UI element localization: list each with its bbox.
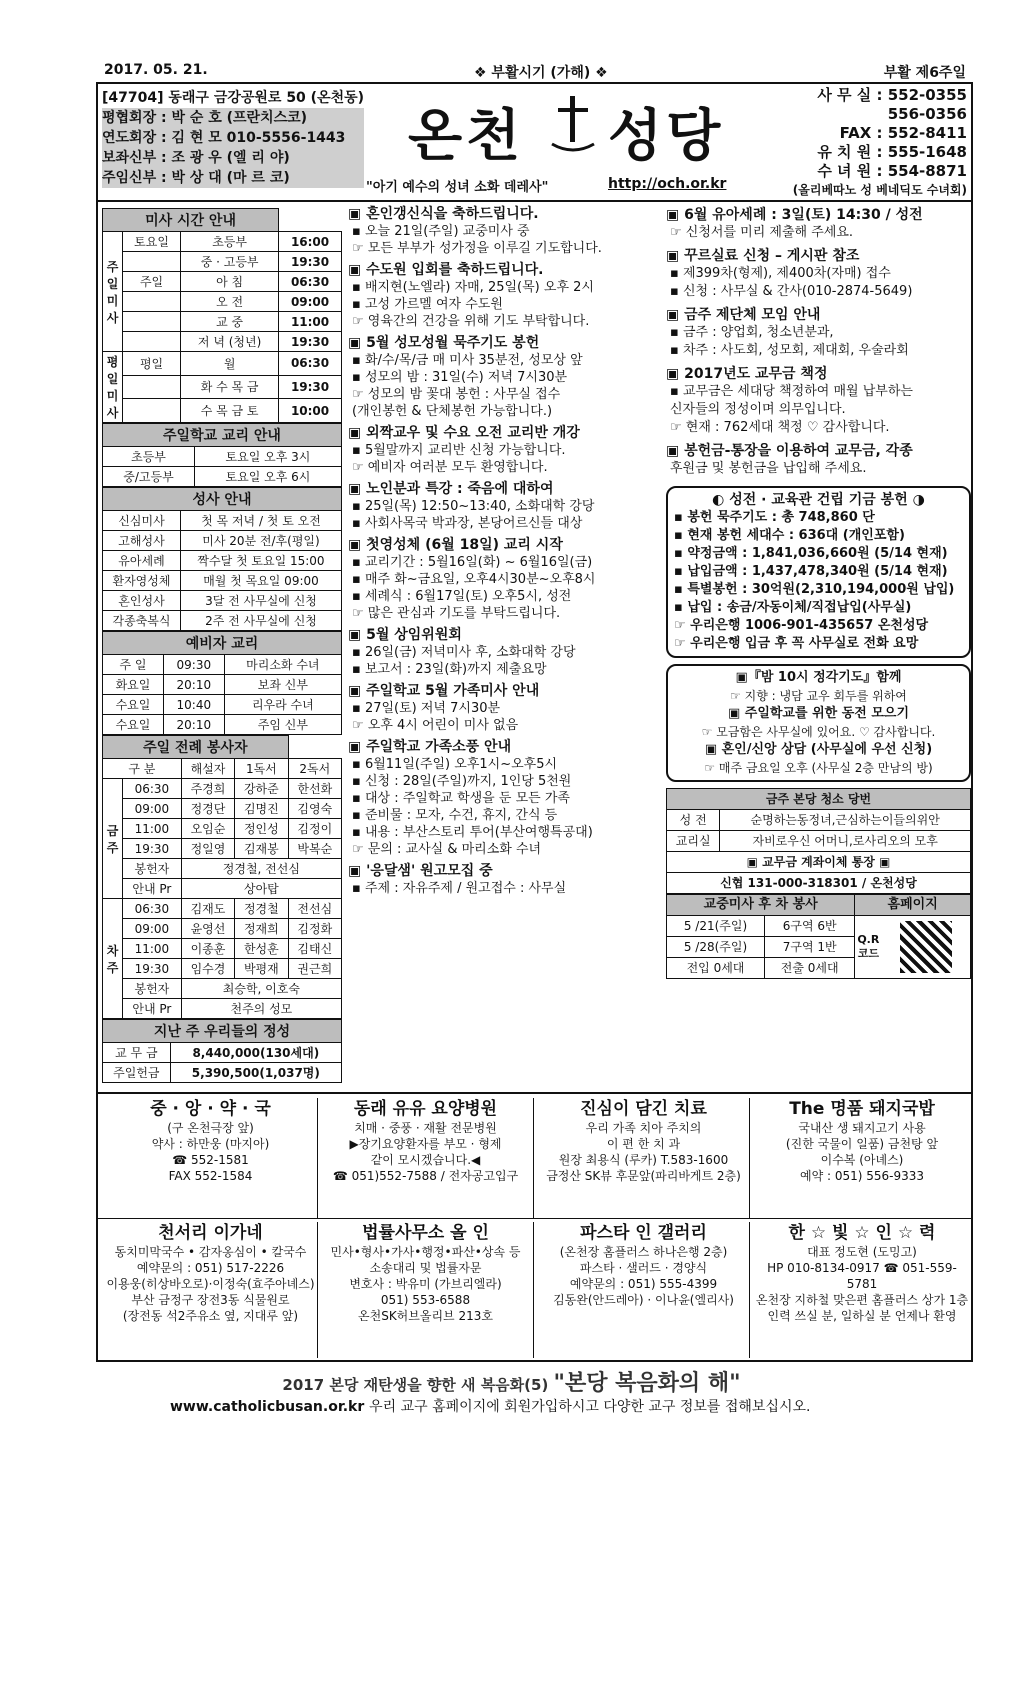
staff-2: 연도회장 : 김 현 모 010-5556-1443 [102,128,364,148]
ad-line: 대표 정도현 (도밍고) [807,1245,917,1259]
table-cell: 안내 Pr [123,879,182,899]
office-phone-2: 556-0356 [887,105,967,123]
table-cell: 김정화 [288,919,341,939]
mass-time: 06:30 [279,272,342,292]
table-cell: 정인성 [235,819,288,839]
mass-day [123,252,181,272]
cleaning-title: 금주 본당 청소 당번 [667,789,971,810]
staff-4: 주임신부 : 박 상 대 (마 르 코) [102,168,364,188]
notice-item: ▪ 26일(금) 저녁미사 후, 소화대학 강당 [352,645,576,660]
table-cell: 미사 20분 전/후(평일) [180,531,341,551]
mass-time: 19:30 [279,332,342,352]
table-cell: 첫 목 저녁 / 첫 토 오전 [180,511,341,531]
notice-item: ▪ 차주 : 사도회, 성모회, 제대회, 우술라회 [670,343,909,358]
diocese-desc: 우리 교구 홈페이지에 회원가입하시고 다양한 교구 정보를 접해보십시오. [369,1399,811,1415]
notice-item: (개인봉헌 & 단체봉헌 가능합니다.) [352,404,553,419]
table-cell: 고해성사 [103,531,181,551]
notice-item: ▪ 신청 : 28일(주일)까지, 1인당 5천원 [352,774,572,789]
notice-heading: ▣ 노인분과 특강 : 죽음에 대하여 [348,481,554,497]
ad-line: 051) 553-6588 [380,1293,471,1307]
table-cell: 06:30 [123,779,182,799]
table-cell: 11:00 [123,939,182,959]
table-cell: 정경철 [235,899,288,919]
prayer-box [666,664,971,782]
ad-line: 동치미막국수 • 감자옹심이 • 칼국수 [114,1245,307,1259]
fund-item: ☞ 우리은행 입금 후 꼭 사무실로 전화 요망 [674,636,919,651]
ad-box [754,1222,970,1358]
ad-box [104,1222,318,1358]
notice-item: ▪ 교리기간 : 5월16일(화) ~ 6월16일(금) [352,555,593,570]
table-cell: 토요일 오후 3시 [194,447,341,467]
banner-slogan: "본당 복음화의 해" [553,1371,741,1396]
table-cell: 5,390,500(1,037명) [170,1063,341,1083]
code-label: 코드 [857,947,879,960]
ad-line: (온천장 홈플러스 하나은행 2층) [559,1245,728,1259]
mass-title: 미사 시간 안내 [103,209,279,232]
fund-item: ▪ 약정금액 : 1,841,036,660원 (5/14 현재) [674,546,948,561]
mass-schedule-table [102,208,342,423]
convent-phone: 수 녀 원 : 554-8871 [817,162,967,180]
advertisements [98,1092,971,1360]
table-cell: 화요일 [103,675,164,695]
ad-box [318,1098,534,1218]
ad-line: 온천장 지하철 맞은편 홈플러스 상가 1층 [755,1293,969,1307]
fund-item: ▪ 봉헌 묵주기도 : 총 748,860 단 [674,510,875,525]
ad-line: (진한 국물이 일품) 금천탕 앞 [785,1137,939,1151]
table-cell: 한선화 [288,779,341,799]
notice-item: ☞ 모든 부부가 성가정을 이루길 기도합니다. [352,241,602,256]
servers-table [102,735,342,1019]
ad-box [104,1098,318,1218]
ad-line: 예약문의 : 051) 555-4399 [569,1277,718,1291]
staff-3: 보좌신부 : 조 광 우 (엘 리 야) [102,148,364,168]
offering-title: 지난 주 우리들의 정성 [103,1020,342,1043]
table-cell: 유아세례 [103,551,181,571]
ad-line: FAX 552-1584 [168,1169,253,1183]
table-cell: 주일헌금 [103,1063,171,1083]
notice-item: 후원금 및 봉헌금을 납입해 주세요. [670,461,867,476]
notice-item: ▪ 27일(토) 저녁 7시30분 [352,701,501,716]
ad-line: 부산 금정구 장전3동 식물원로 [131,1293,290,1307]
table-cell: 09:00 [123,799,182,819]
notice-heading: ▣ 봉헌금-통장을 이용하여 교무금, 각종 [666,443,913,459]
offering-table [102,1019,342,1083]
ad-line: ▶장기요양환자를 부모 · 형제 [349,1137,502,1151]
table-cell: 8,440,000(130세대) [170,1043,341,1063]
parish-url-link[interactable]: http://och.or.kr [608,176,727,192]
ad-name: 법률사무소 올 인 [362,1223,489,1243]
ad-line: 이 편 한 치 과 [606,1137,681,1151]
ad-line: 우리 가족 치아 주치의 [585,1121,702,1135]
prayer-line: ☞ 모금함은 사무실에 있어요. ♡ 감사합니다. [701,725,936,739]
notice-item: ▪ 5월말까지 교리반 신청 가능합니다. [352,443,566,458]
notice-item: ▪ 25일(목) 12:50~13:40, 소화대학 강당 [352,499,595,514]
notice-item: ▪ 고성 가르멜 여자 수도원 [352,297,503,312]
table-cell: 봉헌자 [123,979,182,999]
convent-order: (올리베따노 성 베네딕도 수녀회) [792,183,967,197]
table-cell: 수요일 [103,695,164,715]
notice-item: ▪ 보고서 : 23일(화)까지 제출요망 [352,662,547,677]
ad-line: 온천SK허브올리브 213호 [358,1309,493,1323]
table-header: 구 분 [103,759,182,779]
fund-item: ▪ 특별봉헌 : 30억원(2,310,194,000원 납입) [674,582,955,597]
ad-line: 금정산 SK뷰 후문앞(파리바게트 2층) [546,1169,741,1183]
notice-item: ☞ 많은 관심과 기도를 부탁드립니다. [352,606,561,621]
sunday-mass-label: 주일미사 [103,232,123,352]
prayer-line: ☞ 매주 금요일 오후 (사무실 2층 만남의 방) [704,761,933,775]
table-cell: 주임 신부 [224,715,341,735]
notice-item: ▪ 성모의 밤 : 31일(수) 저녁 7시30분 [352,370,568,385]
mass-day [123,399,181,423]
mass-time: 06:30 [279,352,342,376]
table-cell: 주경희 [181,779,234,799]
office-fax: FAX : 552-8411 [839,124,967,142]
next-week-label: 차주 [103,899,123,1019]
catechumen-title: 예비자 교리 [103,632,342,655]
table-cell: 수요일 [103,715,164,735]
notice-item: ☞ 신청서를 미리 제출해 주세요. [670,225,854,240]
mass-kind: 화 수 목 금 [181,375,279,399]
table-cell: 천주의 성모 [181,999,341,1019]
table-cell: 5 /21(주일) [667,916,765,937]
school-table [102,423,342,487]
table-cell: 순명하는동정녀,근심하는이들의위안 [720,810,971,831]
table-cell: 김정이 [288,819,341,839]
table-cell: 환자영성체 [103,571,181,591]
notice-heading: ▣ 5월 성모성월 묵주기도 봉헌 [348,335,540,351]
tea-service-table [666,894,971,979]
table-cell: 주 일 [103,655,164,675]
mass-kind: 중 · 고등부 [181,252,279,272]
table-cell: 중/고등부 [103,467,195,487]
notice-item: ▪ 신청 : 사무실 & 간사(010-2874-5649) [670,284,913,299]
mass-day [123,292,181,312]
notice-heading: ▣ 수도원 입회를 축하드립니다. [348,262,544,278]
notice-item: ▪ 교무금은 세대당 책정하여 매월 납부하는 [670,384,913,399]
notice-item: ▪ 사회사목국 박과장, 본당어르신들 대상 [352,516,583,531]
issue-date: 2017. 05. 21. [104,62,208,78]
notice-item: ▪ 오늘 21일(주일) 교중미사 중 [352,224,530,239]
table-cell: 마리소화 수녀 [224,655,341,675]
ad-name: 파스타 인 갤러리 [580,1223,707,1243]
qr-label: Q.R [857,933,880,946]
notice-item: ☞ 문의 : 교사실 & 마리소화 수녀 [352,842,542,857]
table-cell: 박평재 [235,959,288,979]
mass-time: 11:00 [279,312,342,332]
notice-heading: ▣ 외짝교우 및 수요 오전 교리반 개강 [348,425,580,441]
table-cell: 06:30 [123,899,182,919]
mass-day [123,375,181,399]
table-cell: 교리실 [667,831,720,852]
notice-item: ▪ 6월11일(주일) 오후1시~오후5시 [352,757,558,772]
table-cell: 정경철, 전선심 [181,859,341,879]
table-cell: 교 무 금 [103,1043,171,1063]
prayer-line: ▣ 혼인/신앙 상담 (사무실에 우선 신청) [704,742,933,757]
table-cell: 한성훈 [235,939,288,959]
table-cell: 매월 첫 목요일 09:00 [180,571,341,591]
ad-line: 이용웅(히상바오로)·이정숙(효주아녜스) [106,1277,315,1291]
evangelization-banner [0,1366,1023,1397]
school-title: 주일학교 교리 안내 [103,424,342,447]
ad-name: 진심이 담긴 치료 [580,1099,707,1119]
ad-line: 파스타 · 샐러드 · 경양식 [579,1261,708,1275]
table-cell: 09:30 [163,655,224,675]
mass-kind: 교 중 [181,312,279,332]
tea-title: 교중미사 후 차 봉사 [667,895,855,916]
table-cell: 신심미사 [103,511,181,531]
ad-line: ☎ 552-1581 [172,1153,249,1167]
building-fund-box [666,486,971,658]
liturgical-week: 부활 제6주일 [883,65,966,81]
sacrament-title: 성사 안내 [103,488,342,511]
mass-kind: 아 침 [181,272,279,292]
table-header: 2독서 [288,759,341,779]
mass-kind: 월 [181,352,279,376]
ad-line: 김동완(안드레아) · 이나윤(엘리사) [553,1293,734,1307]
table-header: 해설자 [181,759,234,779]
notice-item: ▪ 세례식 : 6월17일(토) 오후5시, 성전 [352,589,572,604]
notice-item: ☞ 오후 4시 어린이 미사 없음 [352,718,519,733]
patron-saint: "아기 예수의 성녀 소화 데레사" [366,180,549,195]
parish-logo [408,92,768,170]
table-cell: 각종축복식 [103,611,181,631]
ad-line: 치매 · 중풍 · 재활 전문병원 [354,1121,497,1135]
ad-line: 약사 : 하만웅 (마지아) [151,1137,270,1151]
notice-heading: ▣ 꾸르실료 신청 – 게시판 참조 [666,248,860,264]
ad-line: 소송대리 및 법률자문 [369,1261,482,1275]
diocese-footer [170,1396,810,1416]
notice-item: ▪ 제399차(형제), 제400차(자매) 접수 [670,266,891,281]
table-cell: 20:10 [163,715,224,735]
ad-line: 예약문의 : 051) 517-2226 [136,1261,285,1275]
mass-time: 19:30 [279,375,342,399]
table-cell: 박복순 [288,839,341,859]
kindergarten-phone: 유 치 원 : 555-1648 [817,143,967,161]
banner-text: 2017 본당 재탄생을 향한 새 복음화(5) [282,1376,549,1394]
fund-item: ☞ 우리은행 1006-901-435657 온천성당 [674,618,929,633]
mass-time: 16:00 [279,232,342,252]
table-cell: 3달 전 사무실에 신청 [180,591,341,611]
homepage-label: 홈페이지 [855,895,971,916]
top-line [104,62,966,82]
parish-info [102,88,364,188]
notice-heading: ▣ '응달샘' 원고모집 중 [348,863,493,879]
mass-time: 09:00 [279,292,342,312]
sacrament-table [102,487,342,631]
ad-line: 국내산 생 돼지고기 사용 [798,1121,926,1135]
table-cell: 19:30 [123,959,182,979]
mass-day [123,312,181,332]
cross-icon [548,94,598,154]
office-phone-1: 사 무 실 : 552-0355 [817,86,967,104]
ad-line: (구 온천극장 앞) [167,1121,254,1135]
left-column [102,208,342,1083]
mass-kind: 오 전 [181,292,279,312]
prayer-line: ☞ 지향 : 냉담 교우 회두를 위하여 [730,689,907,703]
table-cell: 정일영 [181,839,234,859]
notice-heading: ▣ 5월 상임위원회 [348,627,462,643]
office-contacts [793,86,967,200]
ad-line: 원장 최용식 (루카) T.583-1600 [558,1153,729,1167]
logo-text-left: 온천 [408,104,525,169]
table-cell: 자비로우신 어머니,로사리오의 모후 [720,831,971,852]
table-cell: 초등부 [103,447,195,467]
ad-name: 한 ☆ 빛 ☆ 인 ☆ 력 [788,1223,936,1243]
ad-line: 인력 쓰실 분, 일하실 분 언제나 환영 [767,1309,957,1323]
table-cell: 봉헌자 [123,859,182,879]
table-cell: 짝수달 첫 토요일 15:00 [180,551,341,571]
table-cell: 성 전 [667,810,720,831]
table-cell: 정경단 [181,799,234,819]
notice-item: ☞ 성모의 밤 꽃대 봉헌 : 사무실 접수 [352,387,561,402]
masthead [98,84,971,202]
table-cell: 상아탑 [181,879,341,899]
notice-item: ▪ 준비물 : 모자, 수건, 휴지, 간식 등 [352,808,558,823]
notice-item: ▪ 화/수/목/금 매 미사 35분전, 성모상 앞 [352,353,583,368]
notice-heading: ▣ 첫영성체 (6월 18일) 교리 시작 [348,537,563,553]
mass-day: 주일 [123,272,181,292]
table-cell: 김재봉 [235,839,288,859]
right-notices [666,206,971,478]
table-cell: 정재희 [235,919,288,939]
notice-heading: ▣ 금주 제단체 모임 안내 [666,307,821,323]
ad-name: 천서리 이가네 [158,1223,263,1243]
table-cell: 6구역 6반 [764,916,854,937]
notice-item: ☞ 영육간의 건강을 위해 기도 부탁합니다. [352,314,590,329]
table-cell: 7구역 1반 [764,937,854,958]
weekday-mass-label: 평일미사 [103,352,123,423]
table-cell: 이종훈 [181,939,234,959]
table-cell: 윤영선 [181,919,234,939]
table-cell: 09:00 [123,919,182,939]
notice-item: ▪ 배지현(노엘라) 자매, 25일(목) 오후 2시 [352,280,594,295]
table-cell: 김영숙 [288,799,341,819]
right-column [666,206,971,979]
ad-line: 예약 : 051) 556-9333 [799,1169,925,1183]
notice-item: ▪ 내용 : 부산스토리 투어(부산여행특공대) [352,825,593,840]
notice-heading: ▣ 6월 유아세례 : 3일(토) 14:30 / 성전 [666,207,923,223]
table-cell: 전입 0세대 [667,958,765,979]
diocese-url-link[interactable]: www.catholicbusan.or.kr [170,1399,365,1415]
mass-kind: 초등부 [181,232,279,252]
bulletin-frame [96,82,973,1362]
ad-name: 동래 유유 요양병원 [353,1099,498,1119]
ad-name: 중 · 앙 · 약 · 국 [150,1099,271,1119]
table-cell: 오임순 [181,819,234,839]
table-cell: 강하준 [235,779,288,799]
table-cell: 김명진 [235,799,288,819]
notice-item: ▪ 주제 : 자유주제 / 원고접수 : 사무실 [352,881,567,896]
table-cell: 2주 전 사무실에 신청 [180,611,341,631]
table-cell: 5 /28(주일) [667,937,765,958]
table-cell: 최승학, 이호숙 [181,979,341,999]
ad-box [538,1222,750,1358]
catechumen-table [102,631,342,735]
mass-day: 토요일 [123,232,181,252]
notice-item: ▪ 대상 : 주일학교 학생을 둔 모든 가족 [352,791,570,806]
mass-kind: 저 녁 (청년) [181,332,279,352]
table-cell: 김태신 [288,939,341,959]
table-cell: 전선심 [288,899,341,919]
prayer-line: ▣『밤 10시 정각기도』함께 [735,670,902,685]
ad-line: 변호사 : 박유미 (가브리엘라) [349,1277,502,1291]
notice-item: ☞ 현재 : 762세대 책정 ♡ 감사합니다. [670,420,890,435]
mass-time: 19:30 [279,252,342,272]
fund-item: ▪ 납입금액 : 1,437,478,340원 (5/14 현재) [674,564,948,579]
ad-line: 이수복 (아녜스) [820,1153,904,1167]
ad-box [538,1098,750,1218]
notice-heading: ▣ 2017년도 교무금 책정 [666,366,828,382]
table-cell: 11:00 [123,819,182,839]
fund-title: ◐ 성전 · 교육관 건립 기금 봉헌 ◑ [712,492,925,508]
table-cell: 19:30 [123,839,182,859]
notice-item: ▪ 매주 화~금요일, 오후4시30분~오후8시 [352,572,596,587]
mass-day: 평일 [123,352,181,376]
table-cell: 20:10 [163,675,224,695]
ad-divider [98,1218,971,1219]
ad-box [754,1098,970,1218]
ad-name: The 명품 돼지국밥 [789,1099,935,1119]
table-cell: 안내 Pr [123,999,182,1019]
ad-line: (장전동 석2주유소 옆, 지대루 앞) [122,1309,299,1323]
fund-item: ▪ 현재 봉헌 세대수 : 636대 (개인포함) [674,528,905,543]
table-cell: 임수경 [181,959,234,979]
notice-heading: ▣ 주일학교 5월 가족미사 안내 [348,683,540,699]
mass-time: 10:00 [279,399,342,423]
middle-column [348,206,660,897]
table-cell: 혼인성사 [103,591,181,611]
logo-text-right: 성당 [608,104,725,169]
ad-line: ☎ 051)552-7588 / 전자공고입구 [332,1169,519,1183]
table-header: 1독서 [235,759,288,779]
notice-heading: ▣ 혼인갱신식을 축하드립니다. [348,206,539,222]
notice-heading: ▣ 주일학교 가족소풍 안내 [348,739,512,755]
table-cell: 리우라 수녀 [224,695,341,715]
this-week-label: 금주 [103,779,123,899]
notice-item: ☞ 예비자 여러분 모두 환영합니다. [352,460,548,475]
table-cell: 김재도 [181,899,234,919]
notice-item: ▪ 금주 : 양업회, 청소년분과, [670,325,834,340]
qr-code-icon[interactable] [900,921,952,973]
ad-line: 같이 모시겠습니다.◀ [370,1153,481,1167]
parish-address: [47704] 동래구 금강공원로 50 (온천동) [102,90,365,106]
prayer-line: ▣ 주일학교를 위한 동전 모으기 [727,706,910,721]
table-cell: 보좌 신부 [224,675,341,695]
servers-title: 주일 전례 봉사자 [103,736,289,759]
account-title: ▣ 교무금 계좌이체 통장 ▣ [667,852,971,873]
table-cell: 권근희 [288,959,341,979]
mass-kind: 수 목 금 토 [181,399,279,423]
fund-items [674,509,963,653]
ad-box [318,1222,534,1358]
staff-1: 평협회장 : 박 순 호 (프란치스코) [102,108,364,128]
table-cell: 전출 0세대 [764,958,854,979]
ad-line: HP 010-8134-0917 ☎ 051-559-5781 [767,1261,957,1291]
liturgical-season: ❖ 부활시기 (가해) ❖ [474,65,608,81]
account-number: 신협 131-000-318301 / 온천성당 [667,873,971,894]
table-cell: 10:40 [163,695,224,715]
mass-day [123,332,181,352]
cleaning-table [666,788,971,894]
fund-item: ▪ 납입 : 송금/자동이체/직접납입(사무실) [674,600,912,615]
ad-line: 민사•형사•가사•행정•파산•상속 등 [330,1245,521,1259]
table-cell: 토요일 오후 6시 [194,467,341,487]
notice-item: 신자들의 정성이며 의무입니다. [670,402,846,417]
